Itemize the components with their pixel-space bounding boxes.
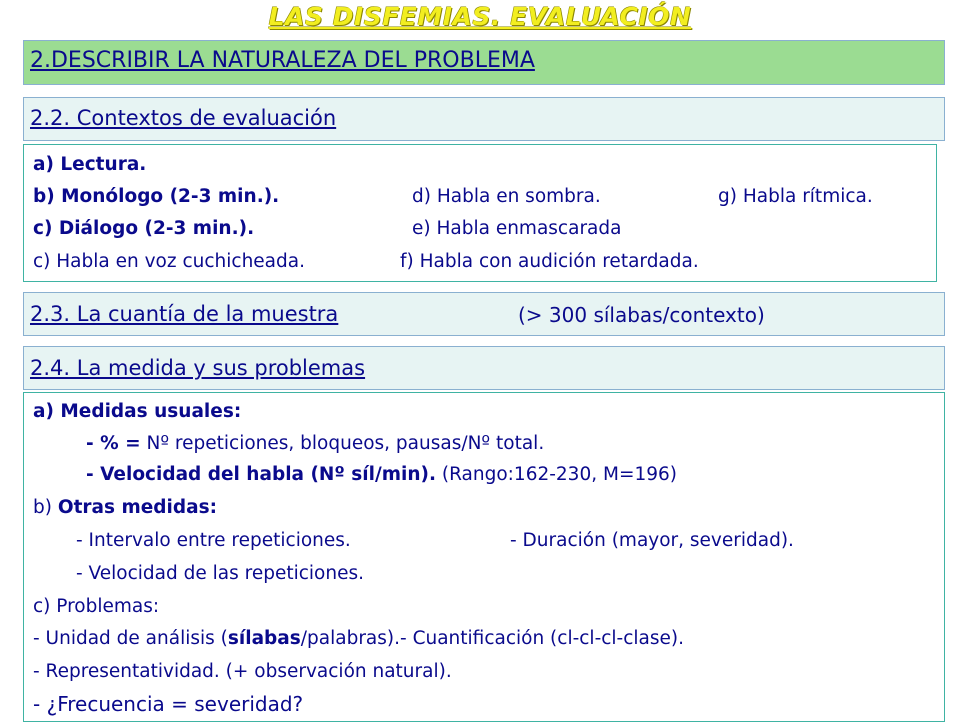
measure-freq: - ¿Frecuencia = severidad?	[33, 692, 304, 716]
measure-duration: - Duración (mayor, severidad).	[510, 530, 794, 551]
context-d: d) Habla en sombra.	[412, 186, 601, 207]
context-c: c) Diálogo (2-3 min.).	[33, 218, 255, 239]
context-b: b) Monólogo (2-3 min.).	[33, 186, 280, 207]
context-e: e) Habla enmascarada	[412, 218, 622, 239]
measure-unit-pre: - Unidad de análisis (	[33, 628, 228, 649]
section-main-heading: 2.DESCRIBIR LA NATURALEZA DEL PROBLEMA	[30, 48, 535, 73]
sample-note: (> 300 sílabas/contexto)	[518, 303, 765, 327]
context-c2: c) Habla en voz cuchicheada.	[33, 251, 305, 272]
measure-rep: - Representatividad. (+ observación natural).	[33, 661, 452, 682]
measure-interval: - Intervalo entre repeticiones.	[76, 530, 351, 551]
measure-pct-line	[86, 432, 544, 456]
sample-heading: 2.3. La cuantía de la muestra	[30, 302, 339, 326]
measure-pct-rest: Nº repeticiones, bloqueos, pausas/Nº total.	[140, 433, 545, 454]
measure-vel-bold: - Velocidad del habla (Nº síl/min).	[86, 464, 437, 485]
measure-vel-line	[86, 463, 677, 487]
context-a: a) Lectura.	[33, 154, 147, 175]
measure-b-prefix: b)	[33, 497, 58, 518]
contexts-heading: 2.2. Contextos de evaluación	[30, 106, 337, 130]
measure-b-label: Otras medidas:	[57, 497, 218, 518]
measure-heading: 2.4. La medida y sus problemas	[30, 356, 366, 380]
context-g: g) Habla rítmica.	[718, 186, 873, 207]
page-title: LAS DISFEMIAS. EVALUACIÓN	[268, 2, 692, 31]
measure-unit-post: /palabras).- Cuantificación (cl-cl-cl-clase).	[300, 628, 685, 649]
measure-pct-bold: - % =	[86, 433, 141, 454]
measure-a-label: a) Medidas usuales:	[33, 401, 242, 422]
measure-unit-line	[33, 627, 684, 651]
measure-c-label: c) Problemas:	[33, 596, 160, 617]
context-f: f) Habla con audición retardada.	[400, 251, 699, 272]
measure-velrep: - Velocidad de las repeticiones.	[76, 563, 364, 584]
measure-unit-bold: sílabas	[227, 628, 301, 649]
measure-vel-rest: (Rango:162-230, M=196)	[436, 464, 677, 485]
measure-b-line	[33, 496, 217, 520]
